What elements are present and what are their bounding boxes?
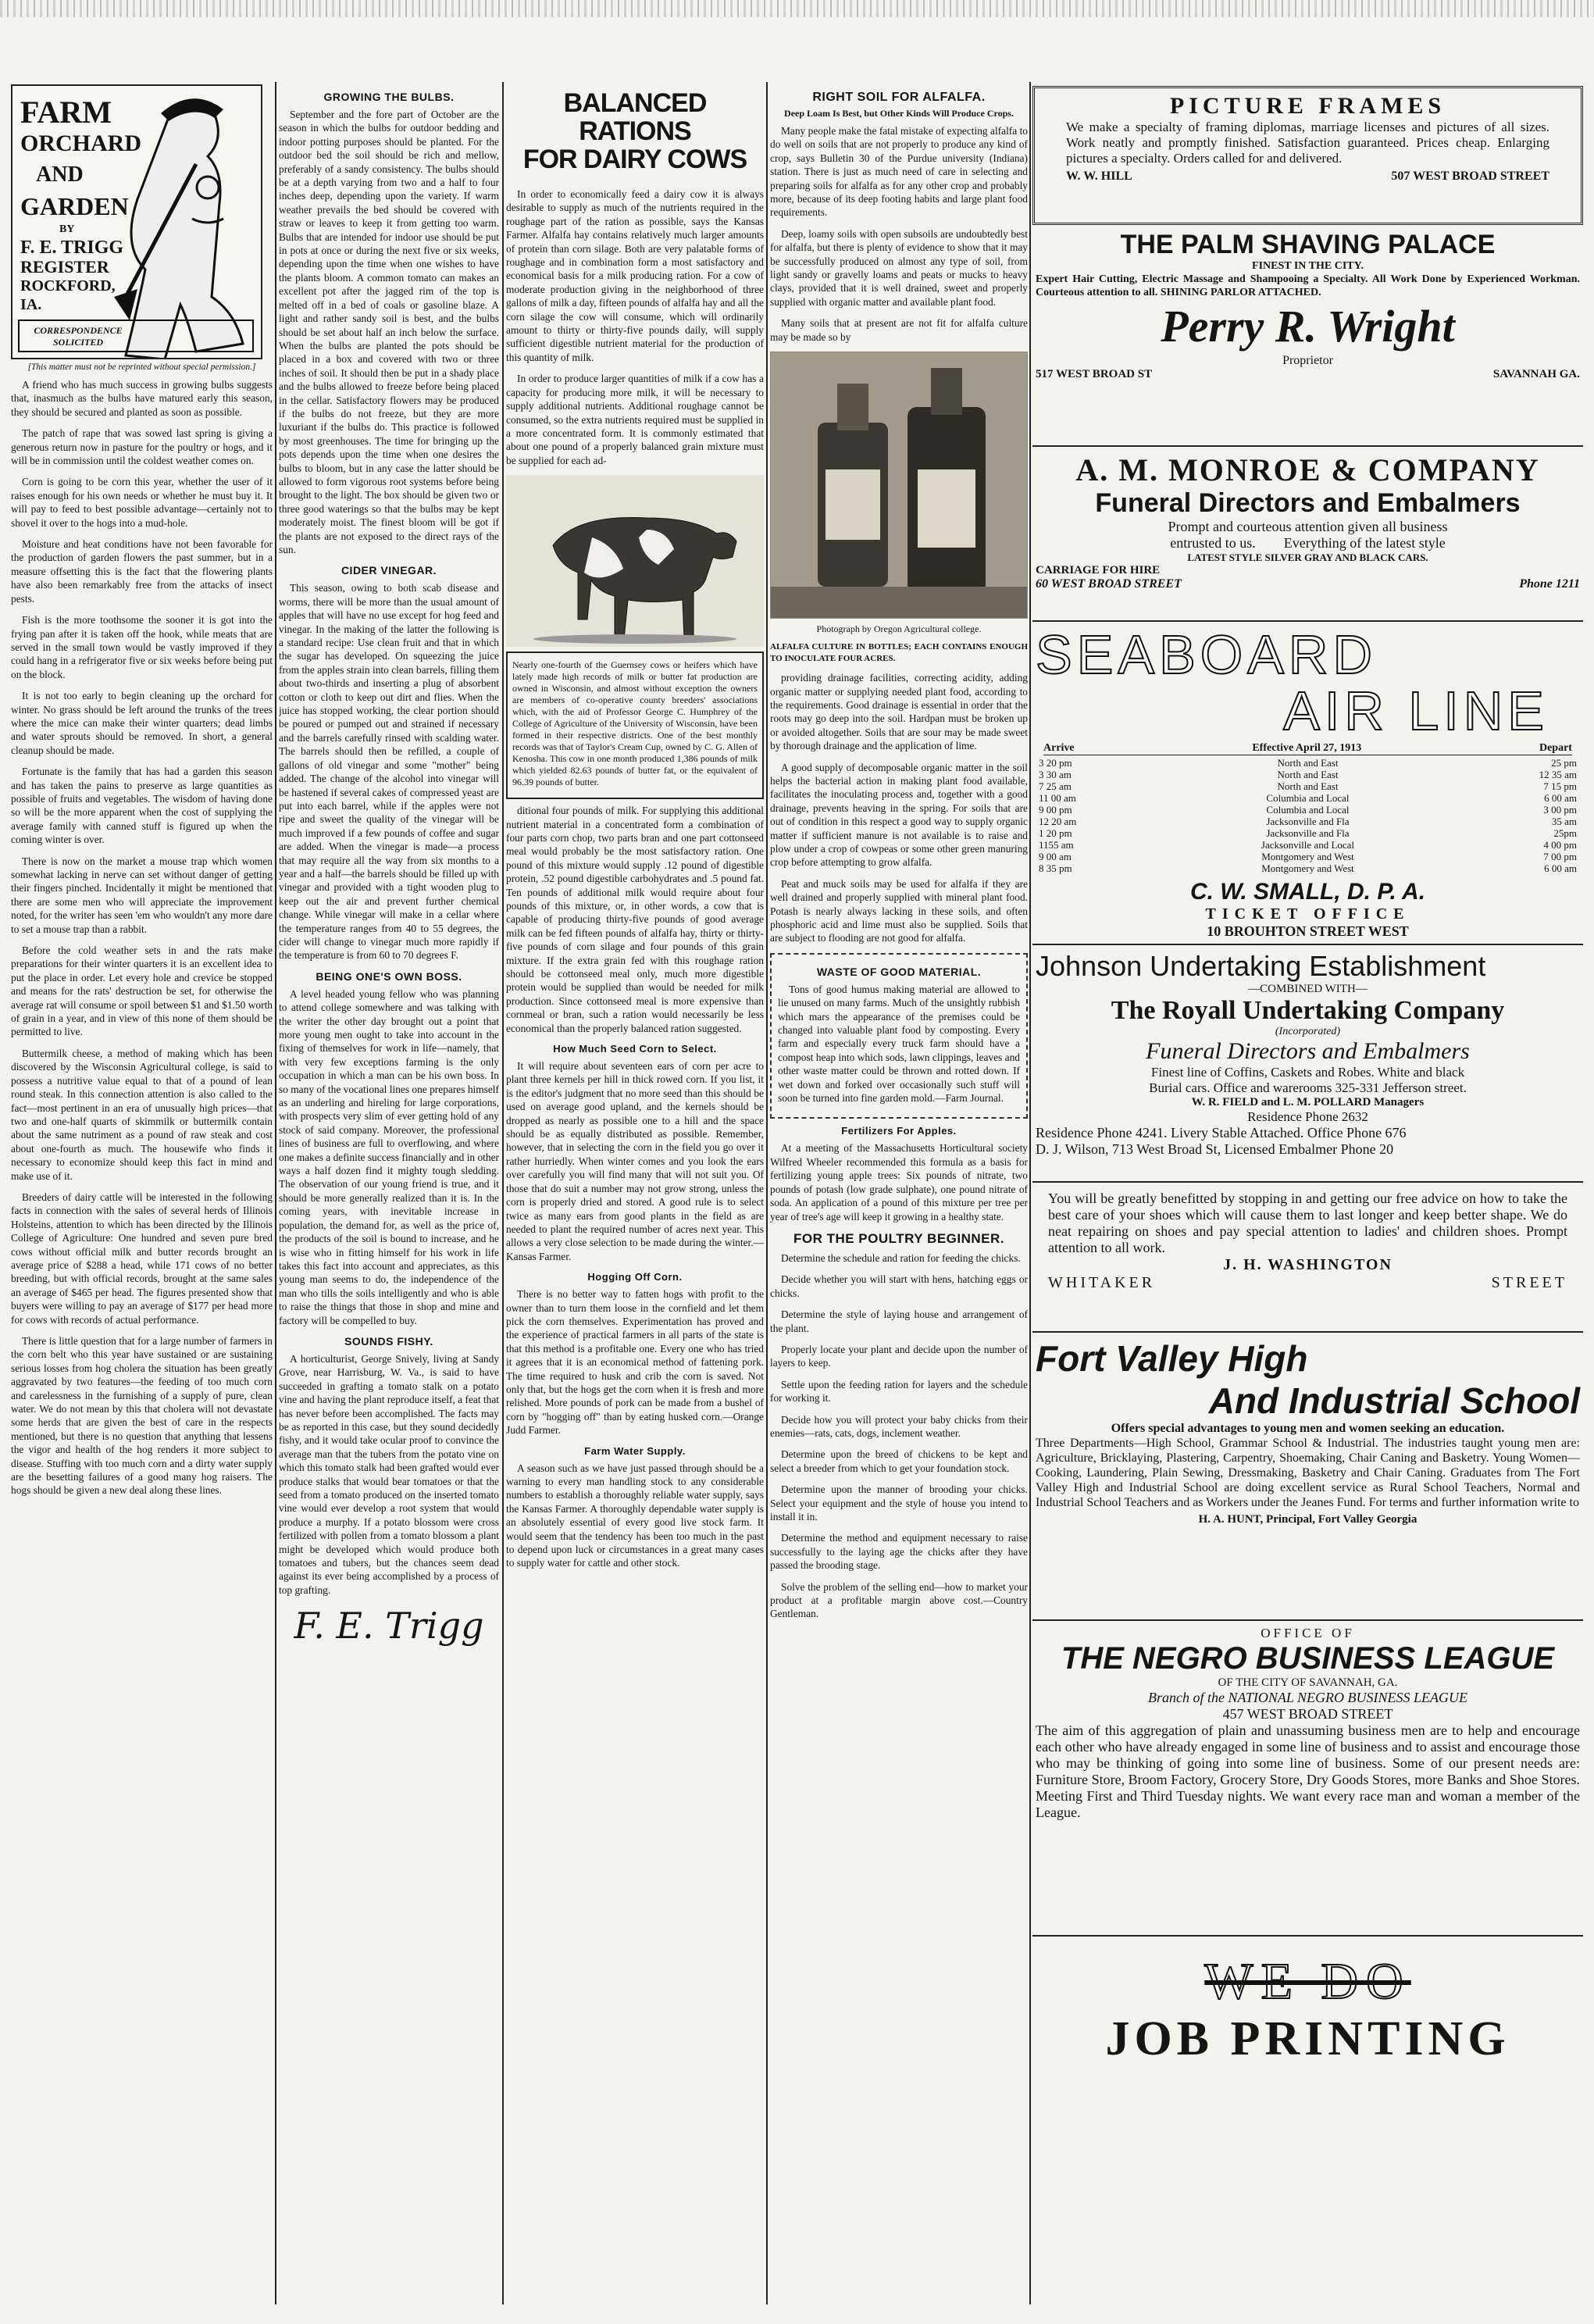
boss-article <box>279 987 499 1327</box>
timetable-row <box>1036 804 1580 816</box>
column-rule <box>1029 82 1031 2304</box>
arrival-time: 12 20 am <box>1039 816 1077 827</box>
departure-time: 7 15 pm <box>1543 780 1577 792</box>
paragraph: It is not too early to begin cleaning up the orchard for winter. No grass should be left around the trunks of the trees where the mice can make their winter quarters; dead limbs and water sprouts should be removed. In short, a general cleanup should be made. <box>11 690 273 756</box>
league-address: 457 WEST BROAD STREET <box>1222 1706 1393 1722</box>
logo-and: AND <box>36 162 84 187</box>
logo-by: BY <box>59 223 75 235</box>
dairy-headline-2: FOR DAIRY COWS <box>522 145 747 174</box>
johnson-phone: Residence Phone 2632 <box>1247 1109 1368 1124</box>
washington-street-left: WHITAKER <box>1048 1274 1156 1291</box>
monroe-phone: Phone 1211 <box>1519 577 1580 591</box>
arrival-time: 1155 am <box>1039 839 1074 851</box>
timetable-row <box>1036 792 1580 804</box>
poultry-list <box>770 1251 1028 1621</box>
arrival-time: 9 00 am <box>1039 851 1072 862</box>
column-alfalfa <box>770 84 1028 2303</box>
monroe-carriage: CARRIAGE FOR HIRE <box>1036 564 1161 577</box>
route: Jacksonville and Fla <box>1266 827 1350 839</box>
johnson-funeral: Funeral Directors and Embalmers <box>1146 1038 1470 1064</box>
seed-article <box>506 1059 764 1263</box>
ad-seaboard-air-line <box>1032 622 1583 945</box>
vinegar-article <box>279 581 499 962</box>
job-title-1: WE DO <box>1204 1953 1411 2010</box>
job-title-2: JOB PRINTING <box>1105 2012 1510 2065</box>
column-advertisements <box>1032 81 1583 2300</box>
dairy-continued <box>506 804 764 1035</box>
johnson-line-1: Finest line of Coffins, Caskets and Robes. White and black <box>1150 1065 1465 1080</box>
johnson-line-2: Burial cars. Office and warerooms 325-331 Jefferson street. <box>1149 1080 1467 1095</box>
paragraph: A friend who has much success in growing bulbs suggests that, inasmuch as the bulbs have matured early this season, they should be secured and planted as soon as possible. <box>11 379 273 418</box>
logo-correspondence: CORRESPONDENCE SOLICITED <box>34 325 123 348</box>
dairy-intro <box>506 187 764 467</box>
logo-farm: FARM <box>20 95 112 130</box>
logo-orchard: ORCHARD <box>20 130 141 156</box>
poultry-step: Determine the schedule and ration for feeding the chicks. <box>781 1251 1021 1264</box>
palm-title: THE PALM SHAVING PALACE <box>1120 230 1496 259</box>
alfalfa-heading: RIGHT SOIL FOR ALFALFA. <box>812 91 986 104</box>
johnson-line-3: Residence Phone 4241. Livery Stable Attached. Office Phone 676 <box>1036 1125 1407 1141</box>
timetable-row <box>1036 827 1580 839</box>
league-branch: Branch of the NATIONAL NEGRO BUSINESS LEAGUE <box>1148 1690 1467 1705</box>
fortvalley-body: Three Departments—High School, Grammar School & Industrial. The industries taught young men are: Agriculture, Bricklaying, Plastering, Carpentry, Shoemaking, Chair Caning and Basketry. Young Women—Cooking, Laundering, Plain Sewing, Dressmaking, Basketry and Chair Caning. Graduates from The Fort Valley High and Industrial School are doing excellent service as Rural School Teachers, Normal and Industrial School Teachers and as Workers under the Jeanes Fund. For terms and further information write to <box>1036 1437 1580 1509</box>
route: Columbia and Local <box>1266 792 1350 804</box>
timetable <box>1036 757 1580 874</box>
arrival-time: 3 20 pm <box>1039 757 1072 769</box>
waste-heading: WASTE OF GOOD MATERIAL. <box>816 965 982 978</box>
monroe-body-2: entrusted to us. Everything of the latest style <box>1170 535 1446 551</box>
cow-illustration <box>506 475 764 647</box>
route: Montgomery and West <box>1261 862 1354 874</box>
washington-street-right: STREET <box>1491 1274 1567 1291</box>
reprint-note: [This matter must not be reprinted without special permission.] <box>27 362 256 372</box>
photo-credit: Photograph by Oregon Agricultural college. <box>816 623 982 635</box>
paragraph: The patch of rape that was sowed last spring is giving a generous return now in pasture for the poultry or hogs, and it will be in commission until the coldest weather comes on. <box>11 427 273 467</box>
photo-caption: ALFALFA CULTURE IN BOTTLES; EACH CONTAINS ENOUGH TO INOCULATE FOUR ACRES. <box>770 642 1028 664</box>
fishy-heading: SOUNDS FISHY. <box>344 1334 433 1348</box>
departure-time: 6 00 am <box>1544 792 1577 804</box>
timetable-row <box>1036 862 1580 874</box>
paragraph: There is now on the market a mouse trap which women somewhat lacking in nerve can set without danger of getting their fingers pinched. Incidentally it might be mentioned that there are some men who will appreciate the improvement noted, for the writer has seen 'em who wouldn't any more dare to set a mouse trap than a rabbit. <box>11 855 273 935</box>
water-heading: Farm Water Supply. <box>584 1444 686 1457</box>
bulbs-article <box>279 108 499 556</box>
departure-time: 25 pm <box>1551 757 1577 769</box>
departure-time: 7 00 pm <box>1543 851 1577 862</box>
departure-time: 3 00 pm <box>1543 804 1577 816</box>
poultry-step: Decide how you will protect your baby chicks from their enemies—rats, cats, dogs, inclement weather. <box>770 1413 1028 1439</box>
monroe-title: A. M. MONROE & COMPANY <box>1075 452 1540 487</box>
palm-role: Proprietor <box>1282 354 1333 367</box>
paragraph: Fish is the more toothsome the sooner it is got into the frying pan after it is taken off the hook, while meats that are served in the small town would be vastly improved if they could hang in a refrigerator five or six weeks before being put on the block. <box>11 614 273 680</box>
departure-time: 12 35 am <box>1539 769 1577 780</box>
frames-title: PICTURE FRAMES <box>1169 93 1446 119</box>
paragraph: Moisture and heat conditions have not been favorable for the production of garden flowers the past summer, but in a measure offsetting this is the fact that the flowering plants have also been remarkably free from the attacks of insect pests. <box>11 538 273 605</box>
paragraph: A good supply of decomposable organic matter in the soil helps the bacterial action in making plant food available, facilitates the inoculating process and, together with a good drainage, prevents heaving in the spring. For soils that are out of condition in this respect a good way to supply organic matter if sufficient manure is not available is to raise and plow under a crop of cowpeas or some other green manuring crop before attempting to grow alfalfa. <box>770 761 1028 869</box>
waste-box <box>770 953 1028 1119</box>
fortvalley-sub: Offers special advantages to young men and women seeking an education. <box>1111 1422 1505 1435</box>
palm-city: SAVANNAH GA. <box>1492 368 1580 380</box>
monroe-address: 60 WEST BROAD STREET <box>1036 577 1182 591</box>
paragraph: This season, owing to both scab disease and worms, there will be more than the usual amount of apples that will have no use except for hog feed and vinegar. In the making of the latter the following is a standard recipe: Use clean fruit and that in which the sugar has developed. On squeezing the juice from the apples strain into clean barrels, filling them about two-thirds and inserting a plug of absorbent cotton or cloth to keep out dirt and flies. When the juice has stopped working, the clear portion should be poured or pumped out and strained if necessary and the barrels carefully rinsed with scalding water. The barrels should then be refilled, a couple of gallons of old vinegar and some "mother" being added. The change of the alcohol into vinegar will be hastened if several cakes of compressed yeast are put into each barrel, while if the apples were not ripe and sweet the quality of the vinegar will be much improved if a few pounds of coffee and sugar are added. When the vinegar is made—a process that may require all the way from six months to a year and a half—the barrels should be filled up with vinegar and provided with a tight wooden plug to keep out the air and prevent further chemical change. While vinegar will make in a cellar where the temperature ranges from 40 to 55 degrees, the cider will change to vinegar much more rapidly if the temperature is from 60 to 70 degrees F. <box>279 582 499 962</box>
arrival-time: 11 00 am <box>1039 792 1076 804</box>
waste-text: Tons of good humus making material are allowed to lie unused on many farms. Much of the unsightly rubbish which mars the appearance of the premises could be changed into valuable plant food by composting. Every farm and especially every truck farm should have a compost heap into which sods, lawn clippings, leaves and other waste matter could be thrown and rotted down. If wet down and forked over occasionally such stuff will soon be turned into fine garden mold.—Farm Journal. <box>778 983 1020 1105</box>
paragraph: It will require about seventeen ears of corn per acre to plant three kernels per hill in thick rowed corn. If you list, it is the editor's judgment that no more seed than this should be used on average good upland, and the kernels should be dropped as nearly as possible one to a hill and the space should be as equally distributed as possible. Remember, however, that in selecting the corn in the field you go over it rather hurriedly. When winter comes and you look the ears over carefully you will find many that will not suit you. Of those that do suit a number may not grow strong, unless the corn is properly dried and stored. A good rule is to select twice as many ears from good plants in the field as are needed to plant the required number of acres next year. This allows a very close selection to be made during the winter.—Kansas Farmer. <box>506 1060 764 1262</box>
palm-proprietor-name: Perry R. Wright <box>1161 301 1455 352</box>
paragraph: A level headed young fellow who was planning to attend college somewhere and was talking with the writer the other day brought out a point that more young men ought to take into account in the fixing of themselves for work in life—namely, that with very few exceptions farming is the only occupation in which a man can be his own boss. In so many of the vocational lines one prepares himself as an underling and hireling for large corporations, with prospects very slim of ever getting hold of any stock of said company. Moreover, the professional lines of business are full to overflowing, and where one makes a definite success financially and in other ways a half dozen find it mighty tough sledding. The observation of our young friend is true, and it should be more generally realized than it is. In the coming years, with inevitable increase in population, the demand for, as well as the price of, the products of the soil is bound to increase, and he is wise who in fitting himself for his work in life takes this fact into account and appreciates, as this young man seems to do, the independence of the man who tills the soils intelligently and who is able to raise the things that those in shop and mine and factory will be compelled to buy. <box>279 987 499 1326</box>
route: North and East <box>1277 757 1339 769</box>
logo-register: REGISTER <box>20 257 109 277</box>
poultry-step: Determine the method and equipment necessary to raise successfully to the laying age the chicks after they have passed the brooding stage. <box>770 1532 1028 1572</box>
boss-heading: BEING ONE'S OWN BOSS. <box>316 969 462 983</box>
fertilizer-text: At a meeting of the Massachusetts Horticultural society Wilfred Wheeler recommended this formula as a basis for fertilizing young apple trees: Six pounds of nitrate, two pounds of potash (low grade sulphate), one pound nitrate of soda. An application of a pound of this mixture per tree per year of tree's age will keep it growing in a healthy state. <box>770 1142 1028 1223</box>
arrival-time: 9 00 pm <box>1039 804 1072 816</box>
route: North and East <box>1277 780 1339 792</box>
seed-heading: How Much Seed Corn to Select. <box>553 1043 717 1055</box>
ad-washington-shoes <box>1032 1183 1583 1333</box>
bulbs-heading: GROWING THE BULBS. <box>323 91 455 103</box>
logo-garden: GARDEN <box>20 192 129 220</box>
route: Jacksonville and Fla <box>1266 816 1350 827</box>
signature: F. E. Trigg <box>294 1605 484 1648</box>
alfalfa-subheading: Deep Loam Is Best, but Other Kinds Will Produce Crops. <box>784 108 1014 119</box>
column-dairy <box>506 84 764 2303</box>
water-article <box>506 1462 764 1570</box>
johnson-combined: —COMBINED WITH— <box>1248 983 1368 995</box>
seaboard-office: TICKET OFFICE <box>1205 905 1410 923</box>
washington-body: You will be greatly benefitted by stopping in and getting our free advice on how to take the best care of your shoes which will cause them to last longer and keep better shape. We do neat repairing on shoes and pay special attention to ladies' and children shoes. Prompt attention to all work. <box>1048 1191 1567 1255</box>
farm-notes-body <box>11 378 273 1498</box>
johnson-title: Johnson Undertaking Establishment <box>1036 950 1486 982</box>
paragraph: September and the fore part of October are the season in which the bulbs for outdoor bedding and indoor potting purposes should be planted. For the outdoor bed the soil should be rich and mellow, preferably of a sandy consistency. The bulbs should be at a depth varying from two and a half to four inches deep, depending upon the variety. If warm weather prevails the bed should be covered with straw or leaves to keep it from getting too warm. Bulbs that are intended for indoor use should be put in pots at once or during the next five or six weeks, depending upon the time when one wishes to have the plants bloom. A common tomato can makes an excellent pot after the jagged rim of the top is melted off in a bed of coals or gasoline blaze. A light and rather sandy soil is best, and the bulbs should be set about half an inch below the surface. When the bulbs are planted the pots should be placed in a box and covered with two or three inches of soil. It should then be put in a shady place and the bulbs allowed to freeze before being placed in the cellar. Satisfactory flowers may be produced if the bulbs do not freeze, but they are more luxuriant if the bulbs do. This practice is followed by most greenhouses. The time for bringing up the pots depends upon the time when one desires the bulbs to bloom, but in any case the latter should be allowed to form vigorous root systems before being brought to the light. The box should be given two or three good waterings so that the bulbs may be kept moderately moist. The finest bloom will be got if the plants are not exposed to the direct rays of the sun. <box>279 109 499 555</box>
fortvalley-principal: H. A. HUNT, Principal, Fort Valley Georgia <box>1198 1513 1417 1526</box>
column-rule <box>766 82 768 2304</box>
timetable-row <box>1036 769 1580 780</box>
route: Montgomery and West <box>1261 851 1354 862</box>
johnson-managers: W. R. FIELD and L. M. POLLARD Managers <box>1191 1096 1425 1108</box>
route: Jacksonville and Local <box>1261 839 1355 851</box>
seaboard-title-1: SEABOARD <box>1036 624 1377 685</box>
poultry-step: Determine upon the manner of brooding your chicks. Select your equipment and the style of house you intend to install it in. <box>770 1483 1028 1523</box>
frames-address: 507 WEST BROAD STREET <box>1391 170 1549 183</box>
paragraph: There is little question that for a large number of farmers in the corn belt who this year have sustained or are sustaining serious losses from hog cholera the situation has been greatly aggravated by two features—the feeding of too much corn and carelessness in the furnishing of a supply of pure, clean water. We do not mean by this that cholera will not devastate some herds that are given the best of care in the respects mentioned, but there is no question that anything that lessens the vigor and health of the hog renders it more subject to disease. Stuffing with too much corn and a dirty water supply are the besetting failures of a good many hog raisers. The hogs should be given a new deal along these lines. <box>11 1335 273 1497</box>
seaboard-title-2: AIR LINE <box>1283 680 1549 741</box>
fishy-article <box>279 1352 499 1597</box>
paragraph: Fortunate is the family that has had a garden this season and has taken the pains to preserve as large quantities as possible of fruits and vegetables. The wisdom of having done so will be the more apparent when the cost of supplying the average family with canned stuff is figured up when the coming winter is over. <box>11 766 273 846</box>
league-office: OFFICE OF <box>1261 1626 1355 1640</box>
seaboard-address: 10 BROUHTON STREET WEST <box>1207 923 1409 939</box>
poultry-heading: FOR THE POULTRY BEGINNER. <box>793 1230 1005 1246</box>
paragraph: providing drainage facilities, correcting acidity, adding organic matter or supplying needed plant food, according to the requirements. Good drainage is essential in order that the roots may go deep into the soil. Hardpan must be broken up or avoided altogether. Soils that are sour may be made sweet by thorough drainage and the application of lime. <box>770 672 1028 752</box>
dairy-headline-1: BALANCED RATIONS <box>563 88 707 146</box>
league-title: THE NEGRO BUSINESS LEAGUE <box>1061 1641 1555 1676</box>
paragraph: Many people make the fatal mistake of expecting alfalfa to do well on soils that are not properly to produce any kind of crop, says Bulletin 30 of the Purdue university (Indiana) station. There is just as much need of care in selecting and preparing soils for alfalfa as for any other crop and probably more, because of its deep footing habits and large plant food requirements. <box>770 125 1028 219</box>
timetable-row <box>1036 816 1580 827</box>
timetable-row <box>1036 851 1580 862</box>
vinegar-heading: CIDER VINEGAR. <box>341 564 437 577</box>
monroe-body-1: Prompt and courteous attention given all business <box>1168 519 1448 534</box>
hog-heading: Hogging Off Corn. <box>587 1271 683 1283</box>
palm-sub: FINEST IN THE CITY. <box>1252 260 1364 272</box>
arrival-time: 7 25 am <box>1039 780 1072 792</box>
farm-orchard-garden-logo <box>11 84 262 359</box>
paragraph: A season such as we have just passed through should be a warning to every man handling stock to any considerable numbers to establish a thoroughly reliable water supply, says the Kansas Farmer. A thoroughly dependable water supply is an absolutely essential of every good live stock farm. It would seem that the tendency has been too much in the past to depend upon luck or circumstances in a great many cases to supply water for cattle and other stock. <box>506 1462 764 1569</box>
paragraph: Buttermilk cheese, a method of making which has been discovered by the Wisconsin Agricultural college, is said to possess a nutritive value equal to that of a pound of lean round steak. In this connection attention is also called to the fact—most pertinent in an era of unusually high prices—that two and one-half quarts of skimmilk or buttermilk contain about the same nutriment as a pound of raw steak and cost about one-fourth as much. The housewife who finds it necessary to economize should keep this fact in mind and make use of it. <box>11 1047 273 1182</box>
paragraph: ditional four pounds of milk. For supplying this additional nutrient material in a concentrated form a combination of four parts corn chop, two parts bran and one part cottonseed meal would probably be the most satisfactory ration. One pound of this mixture would supply .12 pound of digestible protein, .52 pound digestible carbohydrates and .5 pound fat. Ten pounds of additional milk would require about four pounds of this mixture, or, in other words, a cow that is capable of producing thirty-five pounds of good average milk can be fed fifteen pounds of alfalfa hay, thirty or thirty-five pounds of corn silage and four pounds of this grain mixture. If the extra grain fed with this roughage ration should be cottonseed meal only, much more digestible protein would be supplied than would be needed for milk production. Since cottonseed meal is more expensive than cornmeal or bran, such a ration would necessarily be less economical than the properly balanced ration suggested. <box>506 805 764 1034</box>
column-farm-notes <box>11 84 273 2303</box>
paragraph: Deep, loamy soils with open subsoils are undoubtedly best for alfalfa, but there is plenty of evidence to show that it may be successfully produced on almost any type of soil, from light sandy or gravelly loams and peats or mucks to heavy clays, provided that it is well drained, sweet and properly supplied with organic matter and available plant food. <box>770 227 1028 308</box>
poultry-step: Determine the style of laying house and arrangement of the plant. <box>770 1308 1028 1334</box>
arrival-time: 8 35 pm <box>1039 862 1072 874</box>
column-gardening <box>279 84 499 2303</box>
timetable-row <box>1036 839 1580 851</box>
ad-fort-valley-school <box>1032 1333 1583 1621</box>
poultry-step: Determine upon the breed of chickens to be kept and select a breeder from which to get your foundation stock. <box>770 1448 1028 1474</box>
cow-caption: Nearly one-fourth of the Guernsey cows or heifers which have lately made high records of milk or butter fat production are owned in Wisconsin, and almost without exception the owners are members of co-operative county breeders' associations which, with the aid of Professor George C. Humphrey of the College of Agriculture of the University of Wisconsin, have been formed in their respective districts. One of the best monthly records was that of Taylor's Cream Cup, owned by C. G. Allen of Kenosha. This cow in one month produced 1,386 pounds of milk which yielded 82.63 pounds of butter fat, or the equivalent of 96.39 pounds of butter. <box>512 659 758 788</box>
johnson-line-4: D. J. Wilson, 713 West Broad St, Licensed Embalmer Phone 20 <box>1036 1141 1394 1157</box>
column-rule <box>502 82 504 2304</box>
alfalfa-intro <box>770 124 1028 344</box>
washington-name: J. H. WASHINGTON <box>1223 1256 1393 1273</box>
arrival-time: 3 30 am <box>1039 769 1072 780</box>
johnson-inc: (Incorporated) <box>1275 1026 1341 1037</box>
poultry-step: Solve the problem of the selling end—how to market your product at a profitable margin above cost.—Country Gentleman. <box>770 1580 1028 1620</box>
departure-time: 6 00 am <box>1544 862 1577 874</box>
frames-body: We make a specialty of framing diplomas, marriage licenses and pictures of all sizes. Work neatly and promptly finished. Satisfaction guaranteed. Prices cheap. Enlarging pictures a specialty. Orders called for and delivered. <box>1066 120 1549 166</box>
monroe-latest: LATEST STYLE SILVER GRAY AND BLACK CARS. <box>1187 552 1428 563</box>
paragraph: In order to produce larger quantities of milk if a cow has a capacity for producing more milk, it will be necessary to supply additional nutrients. Additional roughage cannot be consumed, so the extra nutrients required must be supplied in a more concentrated form. It is commonly estimated that about one pound of a properly balanced grain mixture must be supplied for each ad- <box>506 373 764 466</box>
seaboard-agent: C. W. SMALL, D. P. A. <box>1189 879 1426 905</box>
league-city: OF THE CITY OF SAVANNAH, GA. <box>1218 1676 1398 1689</box>
paragraph: Many soils that at present are not fit for alfalfa culture may be made so by <box>770 317 1028 343</box>
johnson-royall: The Royall Undertaking Company <box>1111 996 1505 1025</box>
ad-monroe-company <box>1032 447 1583 622</box>
logo-place: ROCKFORD, IA. <box>20 277 116 313</box>
page-top-edge <box>0 0 1594 17</box>
alfalfa-continued <box>770 671 1028 945</box>
timetable-effective: Effective April 27, 1913 <box>1252 742 1362 754</box>
cow-caption-box <box>506 652 764 799</box>
paragraph: Peat and muck soils may be used for alfalfa if they are well drained and properly supplied with mineral plant food. Potash is nearly always lacking in these soils, and often phosphoric acid and lime must also be supplied. Soils that are subject to flooding are not good for alfalfa. <box>770 877 1028 944</box>
fortvalley-title-2: And Industrial School <box>1208 1380 1580 1421</box>
ad-job-printing <box>1032 1937 1583 2108</box>
paragraph: Before the cold weather sets in and the rats make preparations for their winter quarters it is an excellent idea to put the place in order. Let every hole and crevice be stopped and means for the rats' destruction be set, for otherwise the average rat will consume or spoil between $1 and $1.50 worth of grain in a year, and in view of this none of them should be permitted to live. <box>11 944 273 1038</box>
paragraph: There is no better way to fatten hogs with profit to the owner than to turn them loose in the cornfield and let them pick the corn themselves. Experimentation has proved and the experience of practical farmers in all parts of the state is that this method is a profitable one. Every one who has tried it agrees that it is an economical method of fattening pork. The time required to husk and crib the corn is saved. Not only that, but the hogs get the corn when it is fresh and more relished. More pounds of pork can be made from a bushel of corn by "hogging off" than by eating husked corn.—Orange Judd Farmer. <box>506 1288 764 1437</box>
monroe-sub: Funeral Directors and Embalmers <box>1095 488 1521 518</box>
departure-time: 25pm <box>1553 827 1577 839</box>
league-body: The aim of this aggregation of plain and unassuming business men are to help and encourage each other who have already engaged in some line of business and to assist and encourage those who may be thinking of going into some line of business. Some of our present needs are: Furniture Store, Broom Factory, Grocery Store, Dry Goods Stores, more Banks and Shoe Stores. Meeting First and Third Tuesday nights. We want every race man and woman a member of the League. <box>1036 1722 1580 1820</box>
palm-address: 517 WEST BROAD ST <box>1036 368 1153 380</box>
logo-author: F. E. TRIGG <box>20 237 124 258</box>
frames-name: W. W. HILL <box>1066 170 1132 183</box>
departure-time: 35 am <box>1551 816 1577 827</box>
poultry-step: Properly locate your plant and decide upon the number of layers to keep. <box>770 1343 1028 1369</box>
timetable-arrive: Arrive <box>1043 742 1075 754</box>
paragraph: A horticulturist, George Snively, living at Sandy Grove, near Harrisburg, W. Va., is said to have succeeded in grafting a tomato stalk on a potato vine and having the plant reproduce itself, a feat that has never before been accomplished. The facts may be as reported in this case, but they sound decidedly fishy, and it would take ocular proof to convince the average man that the tubers from the potato vine on which this tomato stalk had been grafted would ever produce stalks that would bear tomatoes or that the seed from a tomato produced on the inserted tomato vine would ever develop a root system that would produce a murphy. If a potato blossom were cross fertilized with pollen from a tomato blossom a plant might be developed which would produce both tomatoes and tubers, but the chances seem dead against its ever being accomplished by a process of top grafting. <box>279 1352 499 1596</box>
departure-time: 4 00 pm <box>1543 839 1577 851</box>
ad-johnson-undertaking <box>1032 945 1583 1183</box>
ad-negro-business-league <box>1032 1621 1583 1937</box>
fortvalley-title-1: Fort Valley High <box>1036 1338 1308 1379</box>
poultry-step: Decide whether you will start with hens, hatching eggs or chicks. <box>770 1273 1028 1299</box>
paragraph: In order to economically feed a dairy cow it is always desirable to supply as much of the nutrients required in the roughage part of the ration as possible, says the Kansas Farmer. Alfalfa hay contains relatively much larger amounts of protein than corn silage. Both are very palatable forms of roughage and in combination form a most satisfactory and economical basis for a milk producing ration. For a cow of moderate production giving in the neighborhood of three gallons of milk a day, fifteen pounds of alfalfa hay and all the corn silage the cow will consume, which will ordinarily amount to thirty or thirty-five pounds daily, will supply sufficient digestible nutrient material for the production of this quantity of milk. <box>506 188 764 363</box>
paragraph: Breeders of dairy cattle will be interested in the following facts in connection with the sales of several herds of Illinois Holsteins, attention to which has been directed by the Illinois College of Agriculture: One hundred and seven pure bred cows without official milk and butter records brought an average price of $288 a head, while 171 cows of no better breeding, but with official records, brought at the same sales an average of $465 per head. The figures presented show that buyers were willing to pay an average of $177 per head more for cows with records of actual performance. <box>11 1191 273 1326</box>
hog-article <box>506 1287 764 1437</box>
timetable-row <box>1036 757 1580 769</box>
ad-palm-shaving-palace <box>1032 225 1583 447</box>
fertilizer-heading: Fertilizers For Apples. <box>841 1125 957 1137</box>
route: Columbia and Local <box>1266 804 1350 816</box>
arrival-time: 1 20 pm <box>1039 827 1072 839</box>
timetable-depart: Depart <box>1539 742 1572 754</box>
palm-body: Expert Hair Cutting, Electric Massage and Shampooing a Specialty. All Work Done by Experienced Workman. Courteous attention to all. SHINING PARLOR ATTACHED. <box>1036 273 1580 298</box>
route: North and East <box>1277 769 1339 780</box>
alfalfa-bottles-photo <box>770 352 1028 619</box>
timetable-row <box>1036 780 1580 792</box>
paragraph: Corn is going to be corn this year, whether the user of it raises enough for his own needs or whether he must buy it. It will pay to feed to best possible advantage—certainly not to shovel it over to the hogs into a mud-hole. <box>11 476 273 529</box>
ad-picture-frames <box>1032 86 1583 225</box>
column-rule <box>275 82 276 2304</box>
poultry-step: Settle upon the feeding ration for layers and the schedule for working it. <box>770 1378 1028 1405</box>
